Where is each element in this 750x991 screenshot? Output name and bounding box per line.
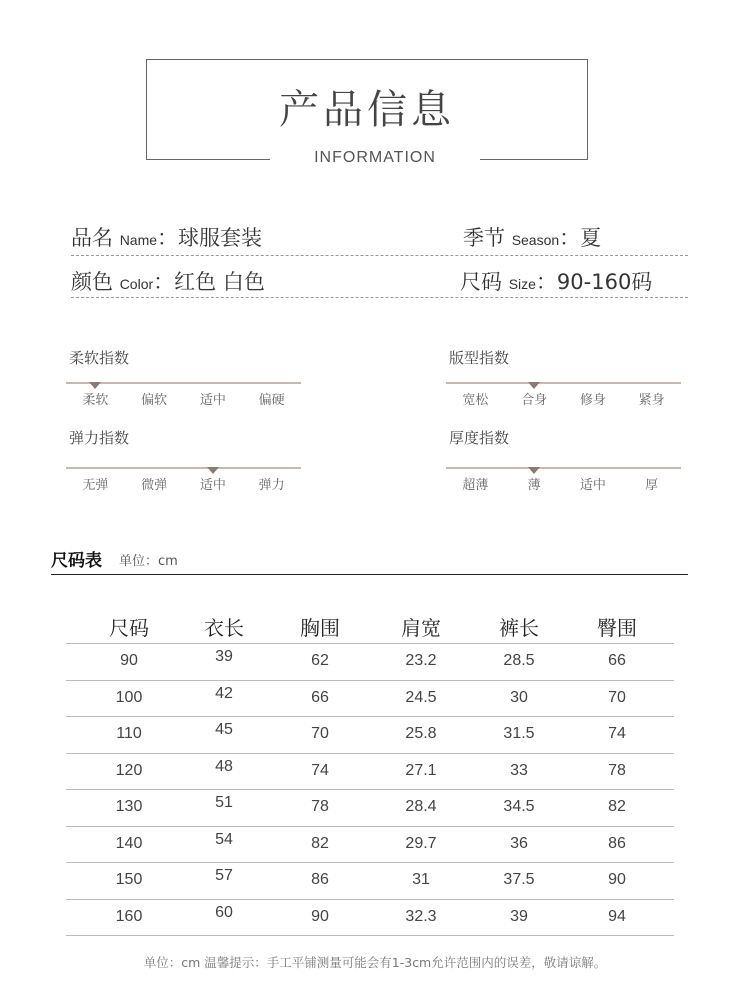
table-cell: 110: [116, 725, 142, 742]
table-cell: 74: [608, 725, 626, 742]
season-value: ：夏: [559, 226, 602, 250]
table-cell: 90: [608, 871, 626, 888]
size-chart-unit: 单位：cm: [119, 554, 178, 569]
index-marker-icon: [528, 467, 540, 474]
footnote: 单位：cm 温馨提示：手工平铺测量可能会有1-3cm允许范围内的误差，敬请谅解。: [143, 955, 607, 970]
table-cell: 86: [311, 871, 329, 888]
table-cell: 86: [608, 834, 626, 852]
size-chart-rule: [51, 574, 688, 575]
table-row-divider: [66, 899, 674, 900]
table-cell: 62: [311, 652, 329, 669]
table-cell: 31.5: [503, 725, 535, 742]
table-cell: 45: [215, 721, 233, 738]
table-cell: 25.8: [405, 725, 437, 742]
index-option-label: 偏硬: [258, 393, 285, 408]
table-cell: 66: [311, 688, 329, 706]
table-cell: 51: [215, 794, 233, 811]
table-cell: 27.1: [405, 761, 437, 779]
table-row-divider: [66, 753, 674, 754]
index-option-label: 无弹: [82, 478, 109, 493]
index-option-label: 合身: [521, 393, 548, 408]
table-cell: 37.5: [503, 871, 535, 888]
info-season: [463, 222, 601, 252]
table-cell: 66: [608, 652, 626, 669]
table-row-divider: [66, 789, 674, 790]
index-scale-line: [446, 467, 681, 469]
table-cell: 33: [510, 761, 528, 779]
index-option-label: 适中: [199, 393, 226, 408]
table-column-header: 臀围: [597, 616, 637, 640]
table-row-divider: [66, 862, 674, 863]
info-divider-2: [71, 297, 688, 298]
table-cell: 24.5: [405, 688, 437, 706]
table-cell: 120: [115, 761, 143, 779]
table-cell: 29.7: [405, 834, 437, 852]
table-cell: 82: [311, 834, 329, 852]
index-scale-line: [66, 467, 301, 469]
table-cell: 130: [115, 798, 143, 815]
season-label-en: Season: [511, 232, 560, 248]
table-cell: 39: [510, 907, 528, 925]
table-cell: 42: [215, 684, 233, 702]
color-label-cn: 颜色: [71, 270, 113, 294]
table-cell: 36: [510, 834, 528, 852]
index-title: 柔软指数: [69, 349, 130, 367]
title-frame-rule-left: [146, 159, 270, 160]
table-cell: 74: [311, 761, 329, 779]
page-subtitle: INFORMATION: [314, 149, 436, 166]
index-option-label: 适中: [579, 478, 606, 493]
index-option-label: 微弹: [141, 478, 168, 493]
table-cell: 28.4: [405, 798, 437, 815]
title-frame-rule-right: [480, 159, 587, 160]
index-option-label: 厚: [645, 478, 659, 493]
table-column-header: 肩宽: [401, 616, 441, 640]
table-cell: 70: [608, 688, 626, 706]
index-option-label: 弹力: [258, 478, 285, 493]
table-cell: 82: [608, 798, 626, 815]
table-cell: 31: [412, 871, 430, 888]
table-column-header: 尺码: [109, 616, 149, 640]
info-name: [71, 222, 262, 252]
index-option-label: 偏软: [141, 393, 168, 408]
table-cell: 100: [115, 688, 143, 706]
page-title: 产品信息: [279, 87, 455, 133]
table-row-divider: [66, 680, 674, 681]
table-column-header: 裤长: [499, 616, 539, 640]
size-label-cn: 尺码: [460, 270, 502, 294]
name-label-en: Name: [119, 232, 158, 248]
table-cell: 90: [311, 907, 329, 925]
table-cell: 57: [215, 867, 233, 884]
index-option-label: 宽松: [462, 393, 489, 408]
info-size: [460, 266, 652, 296]
table-cell: 48: [215, 757, 233, 775]
info-color: [71, 266, 265, 296]
table-row-divider: [66, 826, 674, 827]
index-option-label: 超薄: [462, 478, 489, 493]
table-cell: 34.5: [503, 798, 535, 815]
color-value: ：红色 白色: [153, 270, 265, 294]
index-marker-icon: [89, 382, 101, 389]
index-option-label: 适中: [199, 478, 226, 493]
table-cell: 39: [215, 648, 233, 665]
table-cell: 150: [115, 871, 143, 888]
index-title: 弹力指数: [69, 429, 130, 447]
table-cell: 70: [311, 725, 329, 742]
table-column-header: 衣长: [204, 616, 244, 640]
index-option-label: 修身: [579, 393, 606, 408]
index-marker-icon: [528, 382, 540, 389]
table-cell: 28.5: [503, 652, 535, 669]
table-row-divider: [66, 643, 674, 644]
table-cell: 160: [115, 907, 143, 925]
table-cell: 78: [311, 798, 329, 815]
table-row-divider: [66, 935, 674, 936]
index-scale-line: [446, 382, 681, 384]
size-value: ：90-160码: [535, 270, 653, 294]
index-option-label: 薄: [527, 478, 541, 493]
name-value: ：球服套装: [157, 226, 263, 250]
table-cell: 32.3: [405, 907, 437, 925]
table-cell: 140: [115, 834, 143, 852]
index-title: 版型指数: [449, 349, 510, 367]
table-cell: 94: [608, 907, 626, 925]
index-option-label: 柔软: [82, 393, 109, 408]
color-label-en: Color: [119, 276, 154, 292]
table-cell: 54: [215, 830, 233, 848]
index-marker-icon: [207, 467, 219, 474]
table-cell: 60: [215, 903, 233, 921]
table-cell: 90: [120, 652, 138, 669]
table-column-header: 胸围: [300, 616, 340, 640]
table-cell: 30: [510, 688, 528, 706]
season-label-cn: 季节: [463, 226, 505, 250]
size-label-en: Size: [508, 276, 536, 292]
index-option-label: 紧身: [638, 393, 665, 408]
table-cell: 23.2: [405, 652, 437, 669]
table-row-divider: [66, 716, 674, 717]
index-title: 厚度指数: [449, 429, 510, 447]
table-cell: 78: [608, 761, 626, 779]
name-label-cn: 品名: [71, 226, 113, 250]
info-divider-1: [71, 255, 688, 256]
size-chart-title: 尺码表: [51, 551, 102, 571]
